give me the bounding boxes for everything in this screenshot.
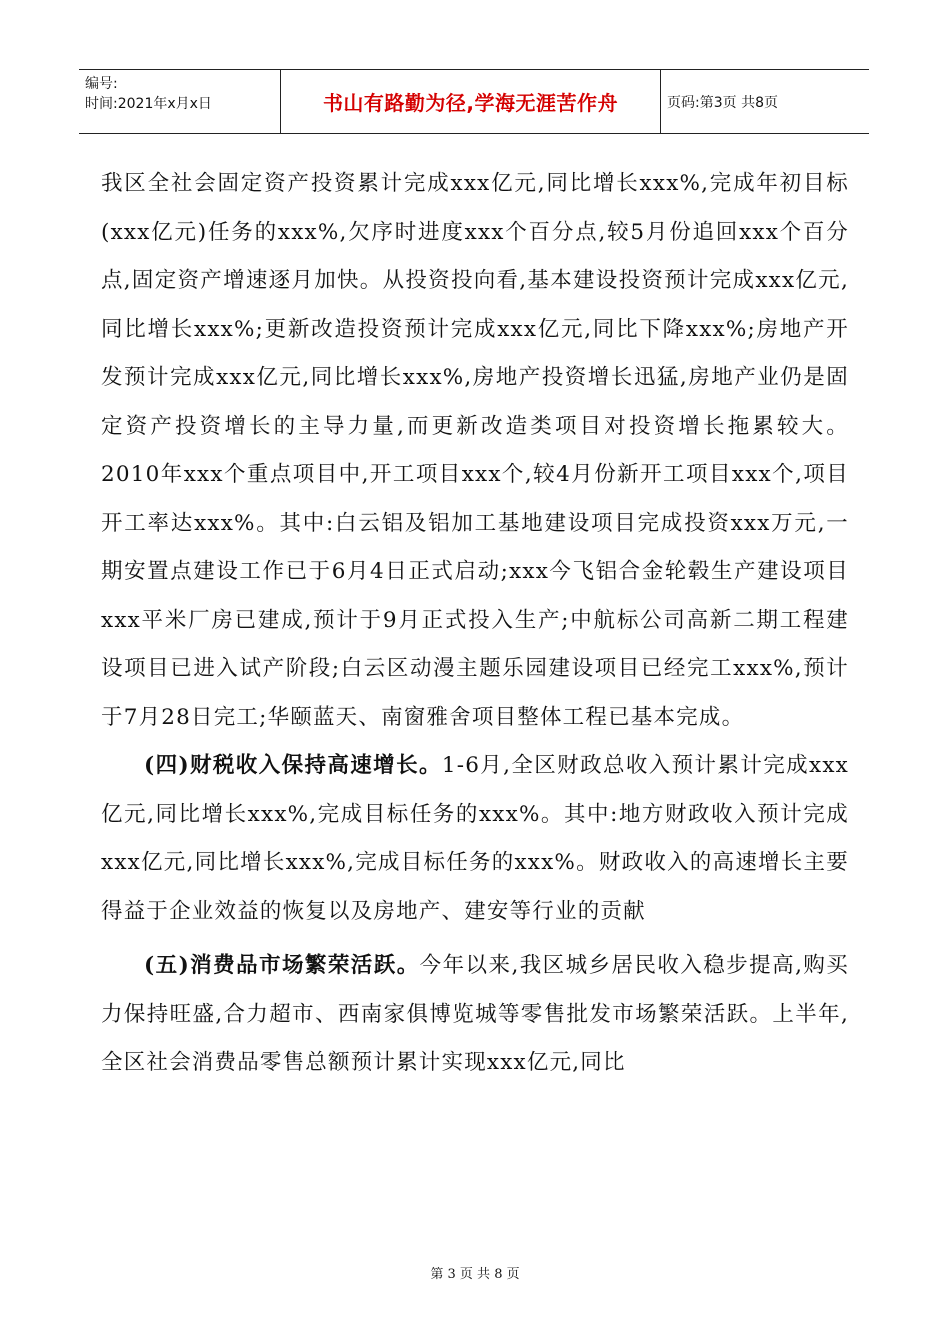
paragraph-fiscal <box>101 742 849 936</box>
paragraph-text: 1-6月,全区财政总收入预计累计完成xxx亿元,同比增长xxx%,完成目标任务的xxx%。其中:地方财政收入预计完成xxx亿元,同比增长xxx%,完成目标任务的xxx%。财政收入的高速增长主要得益于企业效益的恢复以及房地产、建安等行业的贡献 <box>101 753 849 924</box>
number-label: 编号: <box>85 76 118 92</box>
paragraph-investment <box>101 160 849 742</box>
paragraph-text: 今年以来,我区城乡居民收入稳步提高,购买力保持旺盛,合力超市、西南家俱博览城等零售批发市场繁荣活跃。上半年,全区社会消费品零售总额预计累计实现xxx亿元,同比 <box>101 953 850 1075</box>
header-motto: 书山有路勤为径,学海无涯苦作舟 <box>281 70 661 133</box>
header-meta <box>79 70 281 133</box>
paragraph-text: 我区全社会固定资产投资累计完成xxx亿元,同比增长xxx%,完成年初目标(xxx亿元)任务的xxx%,欠序时进度xxx个百分点,较5月份追回xxx个百分点,固定资产增速逐月加快。从投资投向看,基本建设投资预计完成xxx亿元,同比增长xxx%;更新改造投资预计完成xxx亿元,同比下降xxx%;房地产开发预计完成xxx亿元,同比增长xxx%,房地产投资增长迅猛,房地产业仍是固定资产投资增长的主导力量,而更新改造类项目对投资增长拖累较大。2010年xxx个重点项目中,开工项目xxx个,较4月份新开工项目xxx个,项目开工率达xxx%。其中:白云铝及铝加工基地建设项目完成投资xxx万元,一期安置点建设工作已于6月4日正式启动;xxx今飞铝合金轮毂生产建设项目xxx平米厂房已建成,预计于9月正式投入生产;中航标公司高新二期工程建设项目已进入试产阶段;白云区动漫主题乐园建设项目已经完工xxx%,预计于7月28日完工;华颐蓝天、南窗雅舍项目整体工程已基本完成。 <box>101 171 849 730</box>
time-label: 时间:2021年x月x日 <box>85 96 212 112</box>
header-page-code: 页码:第3页 共8页 <box>667 94 778 111</box>
paragraph-heading: (四)财税收入保持高速增长。 <box>144 753 442 778</box>
paragraph-heading: (五)消费品市场繁荣活跃。 <box>144 953 420 978</box>
paragraph-consumer <box>101 942 849 1088</box>
document-header <box>79 69 869 134</box>
page-footer: 第 3 页 共 8 页 <box>430 1267 520 1282</box>
document-body <box>101 160 849 1088</box>
